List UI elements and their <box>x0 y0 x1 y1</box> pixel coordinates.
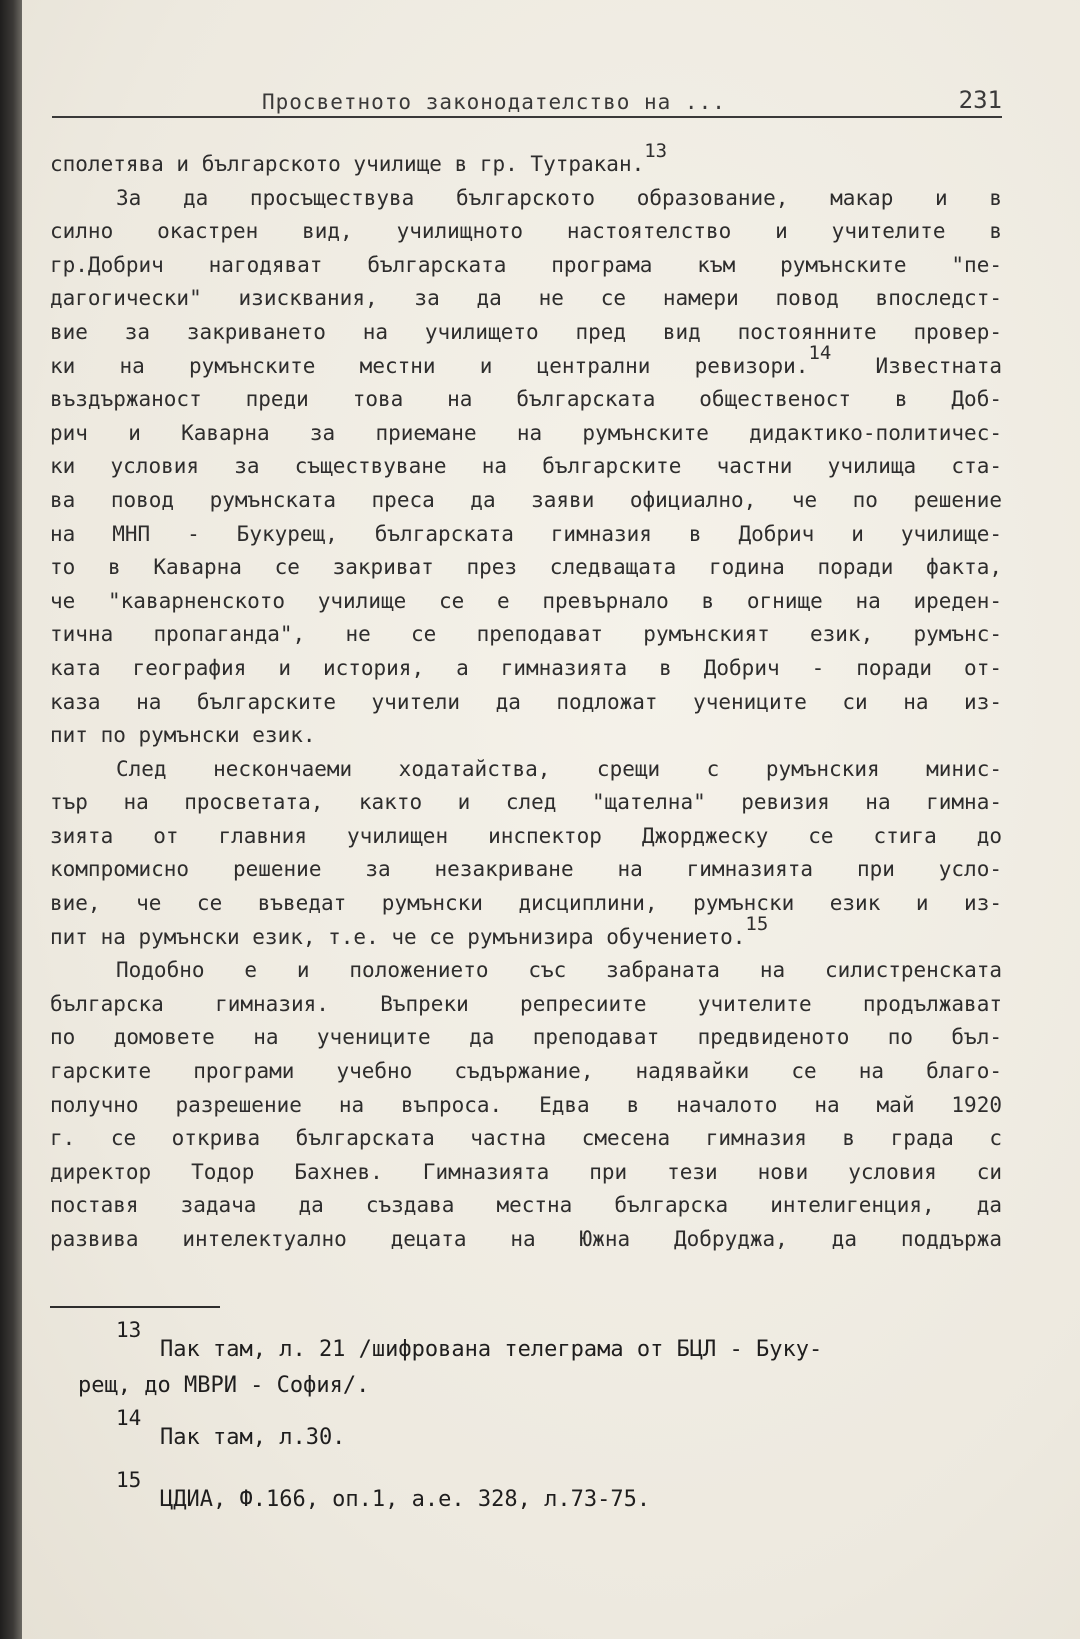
body-line <box>50 853 1002 887</box>
line-text: на МНП - Букурещ, българската гимназия в Добрич и училище- <box>50 521 1002 546</box>
running-title: Просветното законодателство на ... <box>262 90 726 114</box>
footnote-text: ЦДИА, Ф.166, оп.1, а.е. 328, л.73-75. <box>160 1487 651 1512</box>
line-text: За да просъществува българското образование, макар и в <box>116 185 1002 210</box>
body-line <box>50 1021 1002 1055</box>
body-line <box>50 820 1002 854</box>
running-header <box>52 86 1002 120</box>
footnote-number: 15 <box>116 1468 142 1492</box>
body-line <box>50 686 1002 720</box>
header-rule <box>52 116 1002 118</box>
body-line <box>50 585 1002 619</box>
footnote-text: рещ, до МВРИ - София/. <box>78 1373 370 1398</box>
line-text: получно разрешение на въпроса. Едва в началото на май 1920 <box>50 1092 1002 1117</box>
body-line <box>50 1156 1002 1190</box>
line-text: дагогически" изисквания, за да не се намери повод впоследст- <box>50 286 1002 311</box>
body-line <box>50 1223 1002 1257</box>
body-line <box>50 450 1002 484</box>
body-line <box>50 988 1002 1022</box>
footnote-reference: 13 <box>644 140 668 162</box>
footnote-number: 13 <box>116 1318 142 1342</box>
body-line <box>50 652 1002 686</box>
line-text: гарските програми учебно съдържание, надявайки се на благо- <box>50 1059 1002 1084</box>
line-text: българска гимназия. Въпреки репресиите учителите продължават <box>50 991 1002 1016</box>
line-text: г. се открива българската частна смесена гимназия в града с <box>50 1126 1002 1151</box>
body-line <box>50 786 1002 820</box>
line-text: ва повод румънската преса да заяви официално, че по решение <box>50 487 1002 512</box>
body-line <box>50 1055 1002 1089</box>
book-page <box>22 0 1080 1639</box>
body-line <box>50 912 1002 955</box>
footnote-text: Пак там, л.30. <box>160 1425 346 1450</box>
line-text: сполетява и българското училище в гр. Тутракан. <box>50 152 645 176</box>
line-text: тична пропаганда", не се преподават румънският език, румънс- <box>50 622 1002 647</box>
line-text: компромисно решение за незакриване на гимназията при усло- <box>50 857 1002 882</box>
body-line <box>50 215 1002 249</box>
footnote <box>50 1468 651 1512</box>
body-line <box>50 282 1002 316</box>
line-text: вие за закриването на училището пред вид постоянните провер- <box>50 319 1002 344</box>
line-text: то в Каварна се закриват през следващата година поради факта, <box>50 555 1002 580</box>
body-line <box>50 518 1002 552</box>
body-line <box>50 753 1002 787</box>
footnote-reference: 15 <box>745 912 769 935</box>
line-text: Подобно е и положението със забраната на силистренската <box>116 958 1002 983</box>
line-text: вие, че се въведат румънски дисциплини, румънски език и из- <box>50 891 1002 916</box>
line-text: ката география и история, а гимназията в Добрич - поради от- <box>50 655 1002 680</box>
body-line <box>50 316 1002 350</box>
footnote-number: 14 <box>116 1406 142 1430</box>
body-line <box>50 551 1002 585</box>
line-text: пит на румънски език, т.е. че се румънизира обучението. <box>50 924 746 949</box>
line-text-tail: Известната <box>831 353 1002 378</box>
line-text: След нескончаеми ходатайства, срещи с румънския минис- <box>116 756 1002 781</box>
line-text: пит по румънски език. <box>50 723 316 748</box>
footnote-separator <box>50 1306 220 1308</box>
body-line <box>50 1189 1002 1223</box>
line-text: поставя задача да създава местна българска интелигенция, да <box>50 1193 1002 1218</box>
footnote <box>50 1406 346 1450</box>
body-line <box>50 182 1002 216</box>
line-text: силно окастрен вид, училищното настоятелство и учителите в <box>50 219 1002 244</box>
body-line <box>50 1089 1002 1123</box>
line-text: ки на румънските местни и централни ревизори. <box>50 353 809 378</box>
line-text: тър на просветата, както и след "щателна" ревизия на гимна- <box>50 790 1002 815</box>
body-line <box>50 140 1002 182</box>
body-line <box>50 954 1002 988</box>
body-line <box>50 249 1002 283</box>
line-text: развива интелектуално децата на Южна Добруджа, да поддържа <box>50 1227 1002 1251</box>
line-text: зията от главния училищен инспектор Джорджеску се стига до <box>50 823 1002 848</box>
line-text: директор Тодор Бахнев. Гимназията при тези нови условия си <box>50 1159 1002 1184</box>
footnote-reference: 14 <box>808 341 832 364</box>
line-text: по домовете на учениците да преподават предвиденото по бъл- <box>50 1025 1002 1050</box>
book-spine <box>0 0 22 1639</box>
footnote <box>50 1318 823 1398</box>
body-line <box>50 417 1002 451</box>
line-text: каза на българските учители да подложат учениците си на из- <box>50 689 1002 714</box>
body-line <box>50 618 1002 652</box>
body-line <box>50 341 1002 384</box>
line-text: ки условия за съществуване на българските частни училища ста- <box>50 454 1002 479</box>
body-text <box>50 140 1002 1257</box>
page-number: 231 <box>958 86 1002 114</box>
footnote-text: Пак там, л. 21 /шифрована телеграма от БЦЛ - Буку- <box>160 1337 823 1362</box>
body-line <box>50 383 1002 417</box>
line-text: въздържаност преди това на българската общественост в Доб- <box>50 387 1002 412</box>
line-text: рич и Каварна за приемане на румънските дидактико-политичес- <box>50 420 1002 445</box>
body-line <box>50 1122 1002 1156</box>
line-text: гр.Добрич нагодяват българската програма към румънските "пе- <box>50 252 1002 277</box>
line-text: че "каварненското училище се е превърнало в огнище на ирeден- <box>50 588 1002 613</box>
body-line <box>50 719 1002 753</box>
body-line <box>50 887 1002 921</box>
body-line <box>50 484 1002 518</box>
